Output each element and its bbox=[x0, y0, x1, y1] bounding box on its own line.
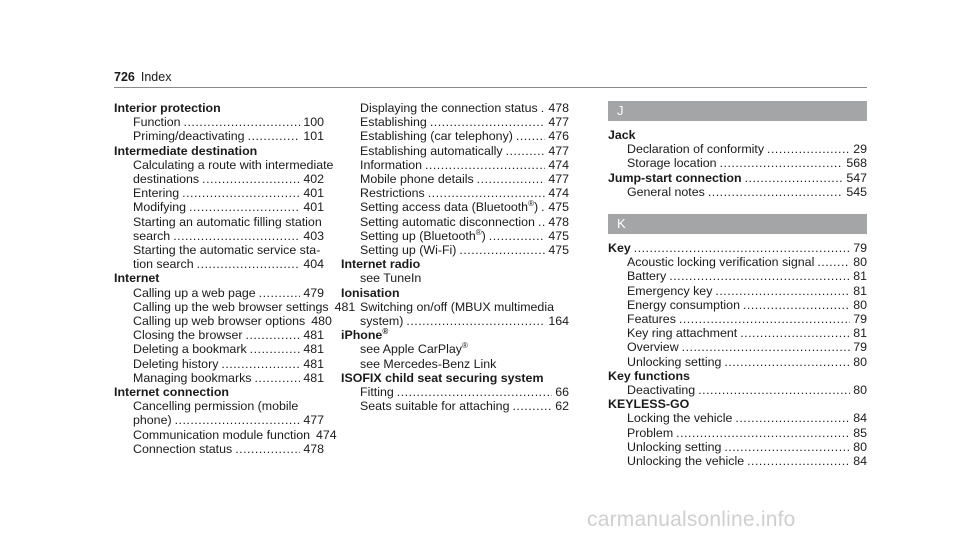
entry-heading: KEYLESS-GO bbox=[608, 397, 690, 412]
entry-heading: Key functions bbox=[608, 368, 690, 383]
index-entry: Modifying ..... 401 bbox=[114, 200, 324, 214]
index-entry: Emergency key ..... 81 bbox=[608, 284, 867, 298]
registered-mark: ® bbox=[528, 199, 534, 209]
section-letter-band: J bbox=[608, 101, 867, 121]
index-entry: Deleting history ..... 481 bbox=[114, 357, 324, 371]
index-entry: Unlocking setting ..... 80 bbox=[608, 355, 867, 369]
index-entry: Seats suitable for attaching ..... 62 bbox=[341, 399, 569, 413]
page-number: 726 bbox=[114, 70, 135, 84]
index-entry: Deactivating ..... 80 bbox=[608, 383, 867, 397]
index-entry: phone) ..... 477 bbox=[114, 413, 324, 427]
index-entry: General notes ..... 545 bbox=[608, 185, 867, 199]
entry-heading: Internet bbox=[114, 271, 160, 286]
index-entry: Energy consumption ..... 80 bbox=[608, 298, 867, 312]
index-entry: Displaying the connection status ..... 478 bbox=[341, 101, 569, 115]
registered-mark: ® bbox=[461, 341, 468, 351]
index-entry: Unlocking setting ..... 80 bbox=[608, 440, 867, 454]
index-entry: Setting access data (Bluetooth®) ..... 475 bbox=[341, 200, 569, 214]
entry-heading: Interior protection bbox=[114, 101, 221, 115]
index-entry: Establishing ..... 477 bbox=[341, 115, 569, 129]
index-entry: Unlocking the vehicle ..... 84 bbox=[608, 454, 867, 468]
index-entry-heading: Jump-start connection ..... 547 bbox=[608, 171, 867, 185]
index-entry: Calling up web browser options 480 bbox=[133, 314, 332, 329]
index-entry: Setting up (Wi-Fi) ..... 475 bbox=[341, 243, 569, 257]
index-entry: Calling up the web browser settings 481 bbox=[133, 299, 356, 314]
index-entry: Problem ..... 85 bbox=[608, 426, 867, 440]
index-entry: Acoustic locking verification signal ..... 80 bbox=[608, 255, 867, 269]
entry-heading: Ionisation bbox=[341, 285, 400, 300]
index-entry-line: Starting the automatic service sta‐ bbox=[133, 243, 321, 258]
index-entry-line: Starting an automatic filling station bbox=[133, 214, 322, 229]
index-entry: Function ..... 100 bbox=[114, 115, 324, 129]
index-entry: system) ..... 164 bbox=[341, 314, 569, 328]
index-entry-line: Switching on/off (MBUX multimedia bbox=[360, 299, 554, 314]
index-entry: Information ..... 474 bbox=[341, 158, 569, 172]
page-title: Index bbox=[140, 70, 172, 84]
index-entry-line: Cancelling permission (mobile bbox=[133, 399, 299, 414]
index-entry: destinations ..... 402 bbox=[114, 172, 324, 186]
index-entry: Priming/deactivating ..... 101 bbox=[114, 129, 324, 143]
cross-reference: see Mercedes-Benz Link bbox=[360, 356, 497, 371]
registered-mark: ® bbox=[475, 227, 482, 237]
index-entry: tion search ..... 404 bbox=[114, 257, 324, 271]
index-entry: Features ..... 79 bbox=[608, 312, 867, 326]
entry-heading: Internet connection bbox=[114, 385, 229, 400]
index-entry: Fitting ..... 66 bbox=[341, 385, 569, 399]
index-entry: Establishing automatically ..... 477 bbox=[341, 144, 569, 158]
entry-heading: Intermediate destination bbox=[114, 143, 258, 158]
entry-heading: Jack bbox=[608, 128, 636, 142]
watermark: carmanualsonline.info bbox=[587, 508, 796, 531]
index-entry: Battery ..... 81 bbox=[608, 269, 867, 283]
cross-reference: see TuneIn bbox=[360, 271, 422, 286]
header-rule bbox=[114, 87, 867, 88]
registered-mark: ® bbox=[382, 327, 389, 337]
entry-heading: ISOFIX child seat securing system bbox=[341, 370, 544, 385]
index-column-2 bbox=[341, 101, 569, 413]
index-entry: Storage location ..... 568 bbox=[608, 156, 867, 170]
page-header bbox=[114, 70, 171, 84]
entry-heading: Internet radio bbox=[341, 257, 421, 272]
index-entry: Setting up (Bluetooth®) ..... 475 bbox=[341, 229, 569, 243]
index-entry: Restrictions ..... 474 bbox=[341, 186, 569, 200]
index-entry: Communication module function 474 bbox=[133, 427, 337, 442]
index-entry: Entering ..... 401 bbox=[114, 186, 324, 200]
index-column-1 bbox=[114, 101, 356, 456]
index-entry: search ..... 403 bbox=[114, 229, 324, 243]
index-entry: Connection status ..... 478 bbox=[114, 442, 324, 456]
index-entry: Managing bookmarks ..... 481 bbox=[114, 371, 324, 385]
index-entry: Closing the browser ..... 481 bbox=[114, 328, 324, 342]
index-entry-line: Calculating a route with intermediate bbox=[133, 157, 334, 172]
index-entry: Setting automatic disconnection ..... 478 bbox=[341, 215, 569, 229]
index-column-3 bbox=[608, 101, 867, 468]
index-entry: Establishing (car telephony) ..... 476 bbox=[341, 129, 569, 143]
index-entry: Overview ..... 79 bbox=[608, 340, 867, 354]
entry-heading: iPhone® bbox=[341, 327, 389, 343]
index-entry: Declaration of conformity ..... 29 bbox=[608, 142, 867, 156]
index-entry: Key ring attachment ..... 81 bbox=[608, 326, 867, 340]
index-entry: Deleting a bookmark ..... 481 bbox=[114, 342, 324, 356]
cross-reference: see Apple CarPlay® bbox=[360, 341, 468, 357]
index-entry: Locking the vehicle ..... 84 bbox=[608, 411, 867, 425]
index-entry: Mobile phone details ..... 477 bbox=[341, 172, 569, 186]
index-entry-heading: Key ..... 79 bbox=[608, 241, 867, 255]
index-entry: Calling up a web page ..... 479 bbox=[114, 286, 324, 300]
section-letter-band: K bbox=[608, 214, 867, 234]
